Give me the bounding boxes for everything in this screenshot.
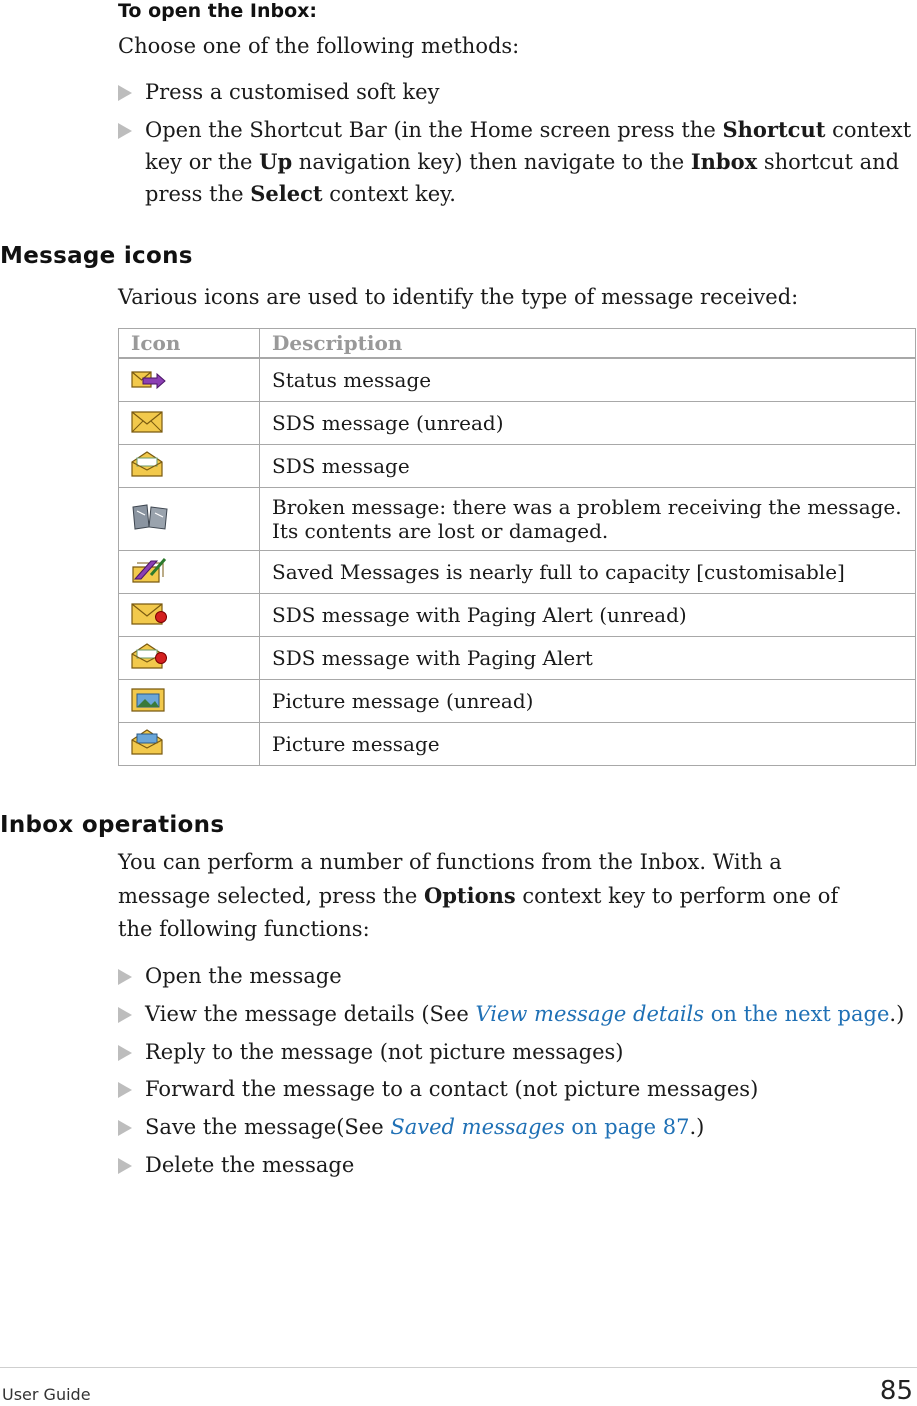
saved-full-icon <box>129 555 169 585</box>
bullet-arrow-icon <box>118 1158 132 1174</box>
footer-divider <box>0 1367 917 1368</box>
bullet-arrow-icon <box>118 1082 132 1098</box>
sds-unread-icon <box>129 406 167 436</box>
message-icons-intro: Various icons are used to identify the type of message received: <box>118 285 799 309</box>
table-row: Broken message: there was a problem receiving the message. Its contents are lost or damaged. <box>119 488 916 551</box>
table-row: Status message <box>119 358 916 402</box>
view-message-details-link[interactable]: View message details on the next page <box>475 1002 890 1026</box>
bullet-arrow-icon <box>118 85 132 101</box>
bullet-arrow-icon <box>118 1045 132 1061</box>
section-heading-message-icons: Message icons <box>0 243 193 269</box>
bullet-arrow-icon <box>118 123 132 139</box>
list-item: Forward the message to a contact (not picture messages) <box>118 1073 915 1105</box>
bullet-arrow-icon <box>118 1007 132 1023</box>
list-item: Open the message <box>118 960 915 992</box>
section-heading-inbox-operations: Inbox operations <box>0 812 225 838</box>
col-header-description: Description <box>260 329 916 359</box>
sds-paging-unread-icon <box>129 598 169 628</box>
list-item: Open the Shortcut Bar (in the Home screen press the Shortcut context key or the Up navigation key) then navigate to the Inbox shortcut and press the Select context key. <box>118 114 915 210</box>
list-item: View the message details (See View message details on the next page.) <box>118 998 915 1030</box>
list-item: Save the message(See Saved messages on page 87.) <box>118 1111 915 1143</box>
table-row: SDS message <box>119 445 916 488</box>
list-item: Press a customised soft key <box>118 76 915 108</box>
broken-message-icon <box>129 501 171 533</box>
table-row: Picture message <box>119 723 916 766</box>
table-row: SDS message with Paging Alert <box>119 637 916 680</box>
page-number: 85 <box>879 1376 913 1406</box>
table-row: Picture message (unread) <box>119 680 916 723</box>
col-header-icon: Icon <box>119 329 260 359</box>
saved-messages-link[interactable]: Saved messages on page 87 <box>390 1115 690 1139</box>
sds-paging-icon <box>129 641 169 671</box>
message-icons-table <box>118 328 916 766</box>
inbox-operations-intro: You can perform a number of functions from the Inbox. With a message selected, press the Options context key to perform one of the following functions: <box>118 850 839 941</box>
section-heading-open-inbox: To open the Inbox: <box>118 0 317 22</box>
footer-title: User Guide <box>2 1385 91 1404</box>
picture-icon <box>129 727 169 757</box>
open-inbox-intro: Choose one of the following methods: <box>118 34 520 58</box>
sds-read-icon <box>129 449 167 479</box>
bullet-arrow-icon <box>118 1120 132 1136</box>
table-row: SDS message with Paging Alert (unread) <box>119 594 916 637</box>
list-item: Delete the message <box>118 1149 915 1181</box>
list-item: Reply to the message (not picture messages) <box>118 1036 915 1068</box>
bullet-arrow-icon <box>118 969 132 985</box>
status-message-icon <box>129 363 167 393</box>
table-header-row <box>119 329 916 359</box>
table-row: SDS message (unread) <box>119 402 916 445</box>
picture-unread-icon <box>129 684 169 714</box>
table-row: Saved Messages is nearly full to capacity [customisable] <box>119 551 916 594</box>
